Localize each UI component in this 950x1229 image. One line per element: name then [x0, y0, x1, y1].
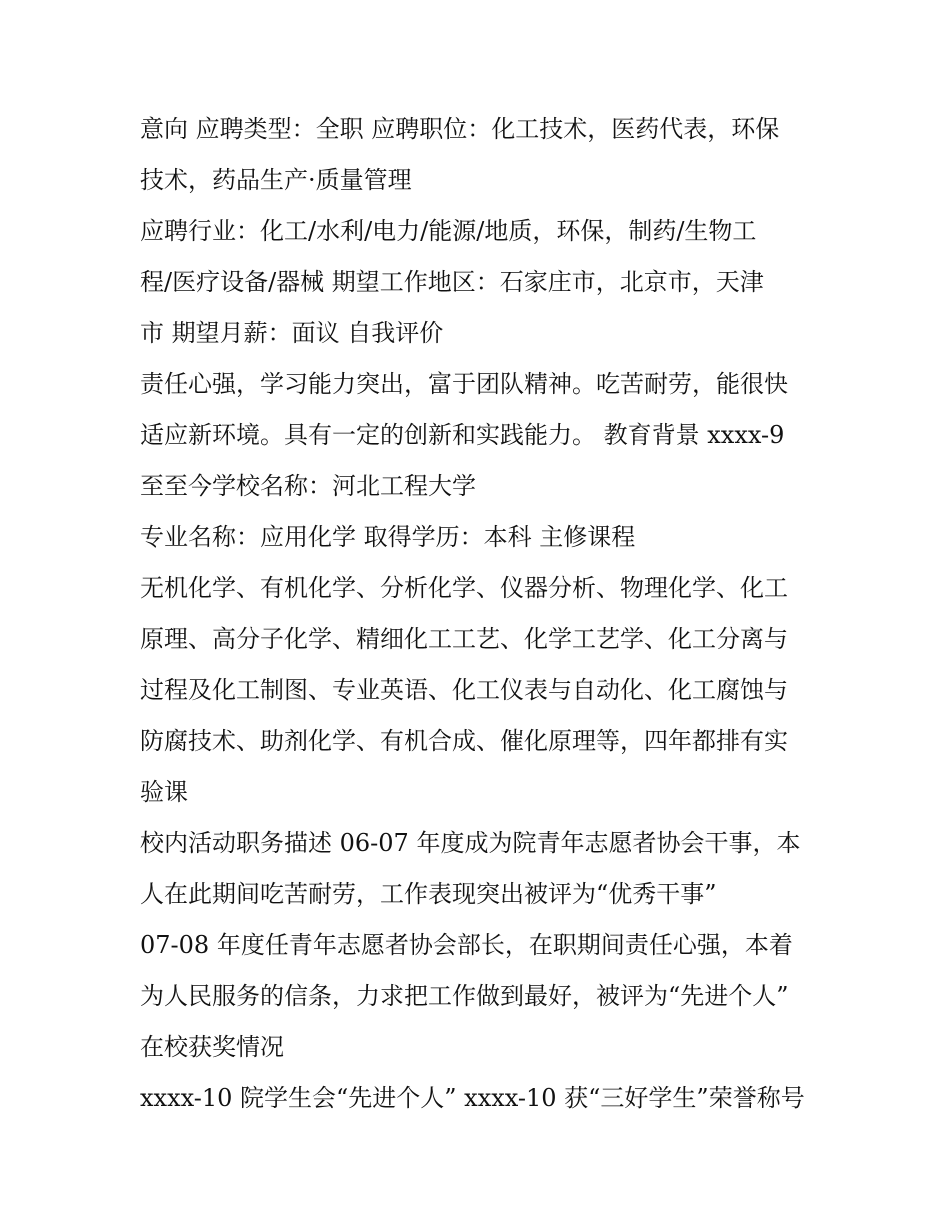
resume-text-body	[140, 104, 820, 1124]
text-line: 市 期望月薪：面议 自我评价	[140, 319, 444, 347]
text-line: 校内活动职务描述 06-07 年度成为院青年志愿者协会干事，本	[140, 829, 801, 857]
text-line: 无机化学、有机化学、分析化学、仪器分析、物理化学、化工	[140, 574, 788, 602]
text-line: 至至今学校名称：河北工程大学	[140, 472, 476, 500]
text-line: 原理、高分子化学、精细化工工艺、化学工艺学、化工分离与	[140, 625, 788, 653]
text-line: 人在此期间吃苦耐劳，工作表现突出被评为“优秀干事”	[140, 880, 717, 908]
text-line: 技术，药品生产·质量管理	[140, 166, 412, 194]
text-line: 程/医疗设备/器械 期望工作地区：石家庄市，北京市，天津	[140, 268, 764, 296]
text-line: 意向 应聘类型：全职 应聘职位：化工技术，医药代表，环保	[140, 115, 780, 143]
text-line: 验课	[140, 778, 188, 806]
text-line: 适应新环境。具有一定的创新和实践能力。 教育背景 xxxx-9	[140, 421, 785, 449]
text-line: 07-08 年度任青年志愿者协会部长，在职期间责任心强，本着	[140, 931, 793, 959]
text-line: 为人民服务的信条，力求把工作做到最好，被评为“先进个人”	[140, 982, 789, 1010]
text-line: 在校获奖情况	[140, 1033, 284, 1061]
text-line: 责任心强，学习能力突出，富于团队精神。吃苦耐劳，能很快	[140, 370, 788, 398]
text-line: 专业名称：应用化学 取得学历：本科 主修课程	[140, 523, 636, 551]
text-line: xxxx-10 院学生会“先进个人” xxxx-10 获“三好学生”荣誉称号	[140, 1084, 805, 1112]
text-line: 应聘行业：化工/水利/电力/能源/地质，环保，制药/生物工	[140, 217, 757, 245]
text-line: 过程及化工制图、专业英语、化工仪表与自动化、化工腐蚀与	[140, 676, 788, 704]
text-line: 防腐技术、助剂化学、有机合成、催化原理等，四年都排有实	[140, 727, 788, 755]
